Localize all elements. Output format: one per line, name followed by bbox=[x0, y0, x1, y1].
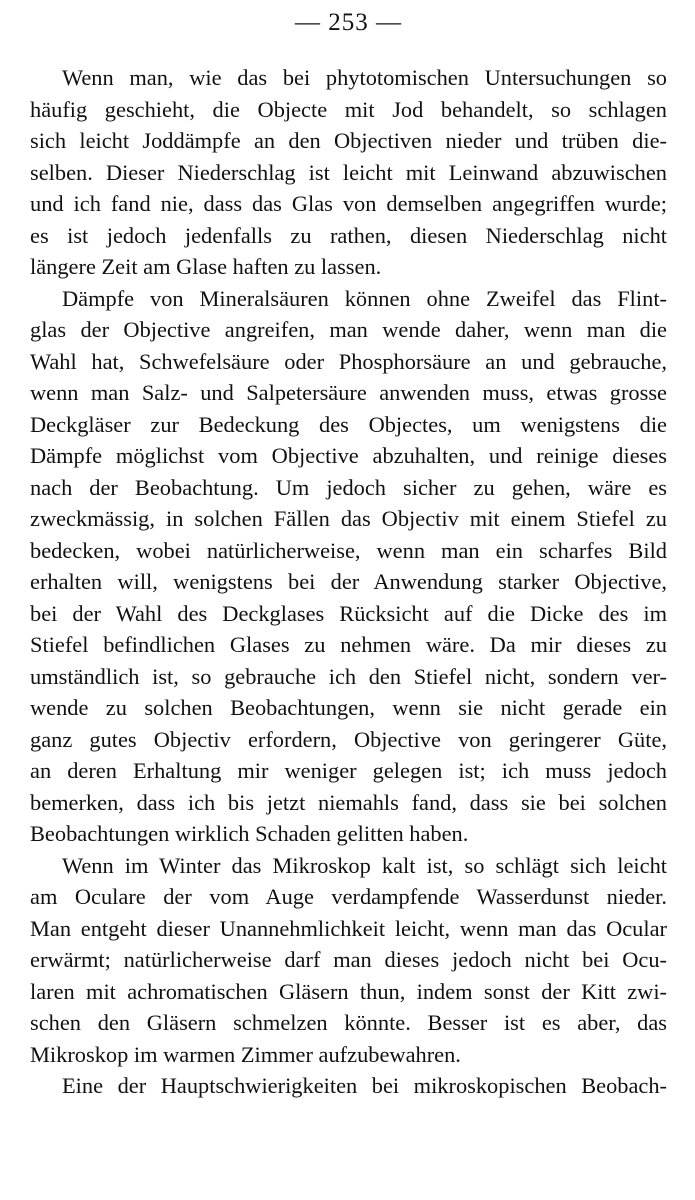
text-line: umständlich ist, so gebrauche ich den Stiefel nicht, sondern ver- bbox=[30, 663, 667, 689]
text-line: Mikroskop im warmen Zimmer aufzubewahren. bbox=[30, 1041, 461, 1067]
paragraph-3 bbox=[30, 850, 667, 1071]
page-number: — 253 — bbox=[295, 9, 402, 36]
text-line: Eine der Hauptschwierigkeiten bei mikroskopischen Beobach- bbox=[62, 1073, 667, 1098]
text-line: an deren Erhaltung mir weniger gelegen ist; ich muss jedoch bbox=[30, 758, 667, 783]
text-line: laren mit achromatischen Gläsern thun, indem sonst der Kitt zwi- bbox=[30, 978, 667, 1004]
text-line: Dämpfe möglichst vom Objective abzuhalten, und reinige dieses bbox=[30, 443, 667, 468]
text-line: am Oculare der vom Auge verdampfende Wasserdunst nieder. bbox=[30, 884, 667, 909]
text-line: und ich fand nie, dass das Glas von demselben angegriffen wurde; bbox=[30, 191, 667, 216]
text-line: bemerken, dass ich bis jetzt niemahls fand, dass sie bei solchen bbox=[30, 789, 667, 815]
text-line: wenn man Salz- und Salpetersäure anwenden muss, etwas grosse bbox=[30, 380, 667, 405]
text-line: Wahl hat, Schwefelsäure oder Phosphorsäure an und gebrauche, bbox=[30, 348, 667, 374]
text-line: selben. Dieser Niederschlag ist leicht mit Leinwand abzuwischen bbox=[30, 159, 667, 185]
text-line: bedecken, wobei natürlicherweise, wenn man ein scharfes Bild bbox=[30, 537, 667, 563]
paragraph-1 bbox=[30, 62, 667, 283]
text-line: längere Zeit am Glase haften zu lassen. bbox=[30, 254, 382, 279]
text-line: Deckgläser zur Bedeckung des Objectes, um wenigstens die bbox=[30, 411, 667, 437]
text-line: es ist jedoch jedenfalls zu rathen, diesen Niederschlag nicht bbox=[30, 222, 667, 248]
text-line: Dämpfe von Mineralsäuren können ohne Zweifel das Flint- bbox=[62, 285, 667, 311]
text-line: bei der Wahl des Deckglases Rücksicht auf die Dicke des im bbox=[30, 600, 667, 626]
text-line: häufig geschieht, die Objecte mit Jod behandelt, so schlagen bbox=[30, 96, 667, 122]
text-line: Man entgeht dieser Unannehmlichkeit leicht, wenn man das Ocular bbox=[30, 915, 667, 941]
text-line: zweckmässig, in solchen Fällen das Objectiv mit einem Stiefel zu bbox=[30, 506, 667, 531]
text-line: Wenn im Winter das Mikroskop kalt ist, so schlägt sich leicht bbox=[62, 852, 667, 878]
text-line: erwärmt; natürlicherweise darf man dieses jedoch nicht bei Ocu- bbox=[30, 947, 667, 972]
paragraph-4 bbox=[30, 1070, 667, 1102]
text-line: Beobachtungen wirklich Schaden gelitten haben. bbox=[30, 821, 469, 846]
text-line: schen den Gläsern schmelzen könnte. Besser ist es aber, das bbox=[30, 1010, 667, 1035]
text-line: Stiefel befindlichen Glases zu nehmen wäre. Da mir dieses zu bbox=[30, 632, 667, 657]
text-line: nach der Beobachtung. Um jedoch sicher zu gehen, wäre es bbox=[30, 474, 667, 500]
text-line: erhalten will, wenigstens bei der Anwendung starker Objective, bbox=[30, 569, 667, 594]
text-line: wende zu solchen Beobachtungen, wenn sie nicht gerade ein bbox=[30, 695, 667, 720]
text-line: glas der Objective angreifen, man wende daher, wenn man die bbox=[30, 317, 667, 342]
text-line: sich leicht Joddämpfe an den Objectiven nieder und trüben die- bbox=[30, 128, 667, 153]
text-line: Wenn man, wie das bei phytotomischen Untersuchungen so bbox=[62, 65, 667, 90]
text-line: ganz gutes Objectiv erfordern, Objective von geringerer Güte, bbox=[30, 726, 667, 752]
paragraph-2 bbox=[30, 283, 667, 850]
